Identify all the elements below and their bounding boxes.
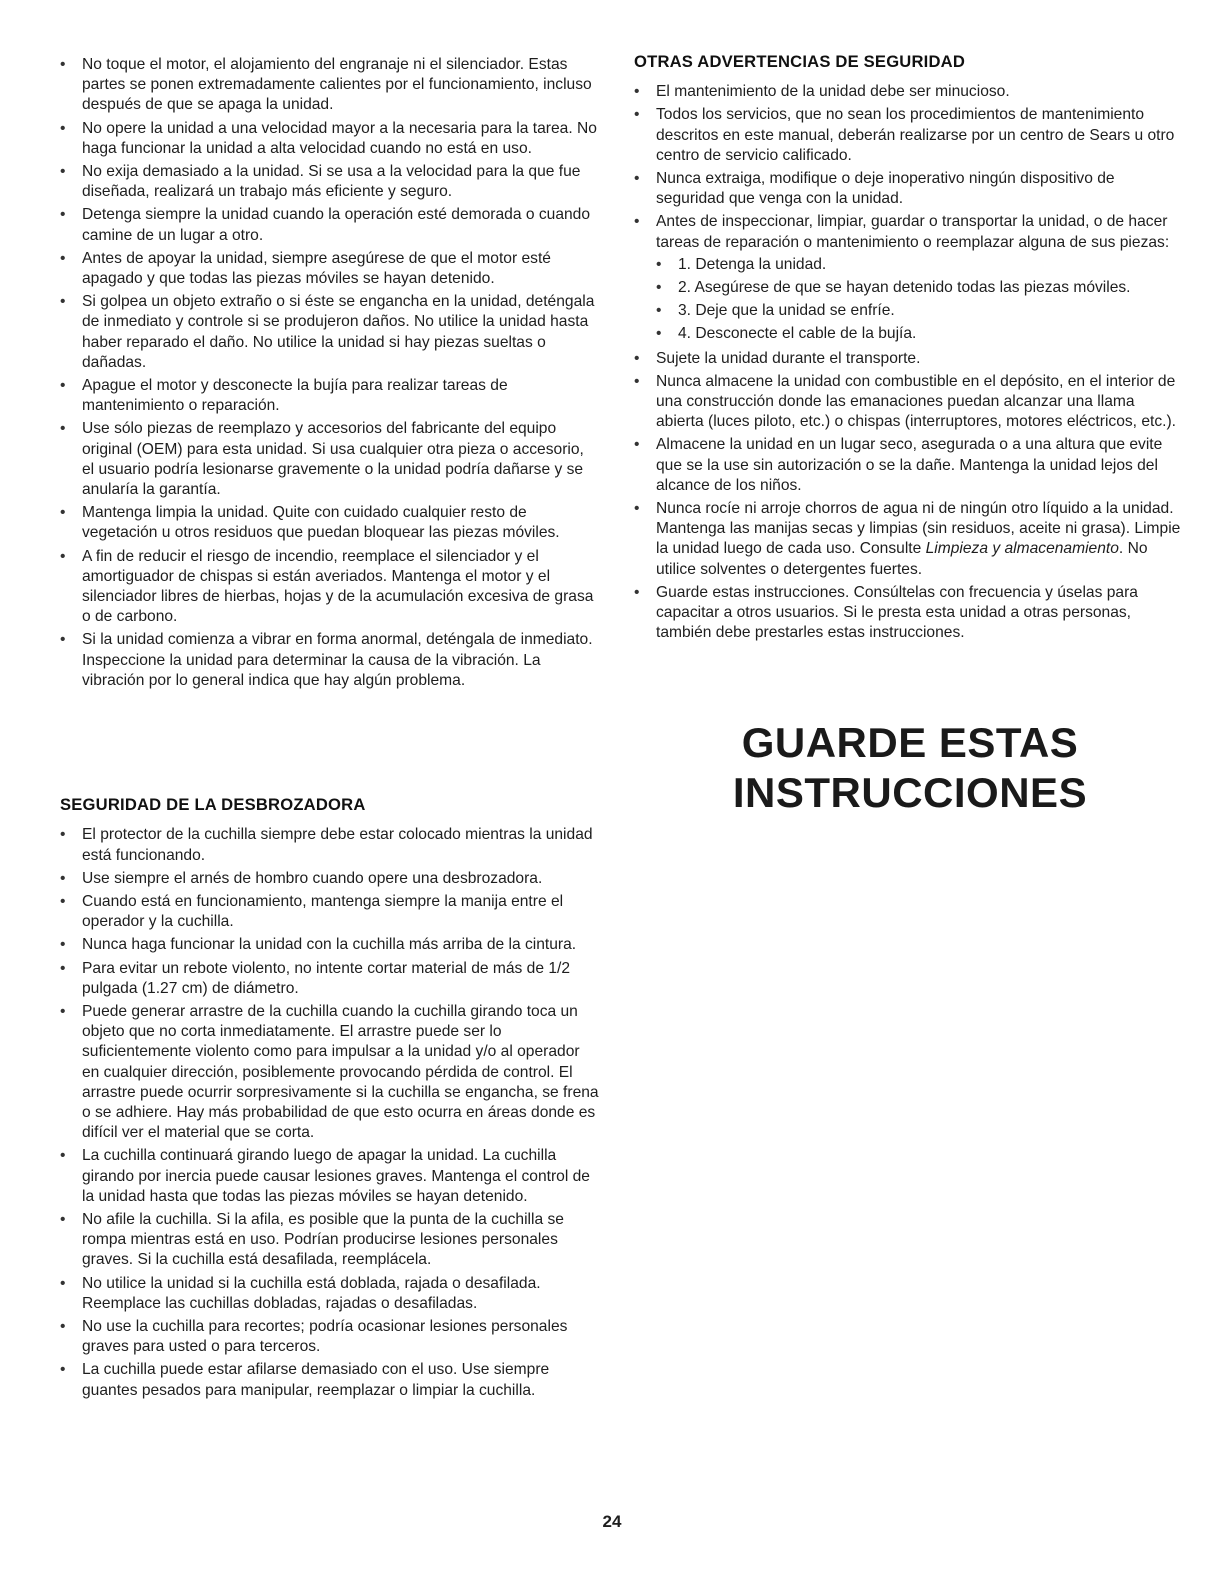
step-item: • 3. Deje que la unidad se enfríe. [656,301,1186,321]
page-number: 24 [602,1512,622,1531]
list-item: • No use la cuchilla para recortes; podría ocasionar lesiones personales graves para usted o para terceros. [60,1317,600,1357]
list-item: • Si golpea un objeto extraño o si éste se engancha en la unidad, deténgala de inmediato y controle si se produjeron daños. No utilice la unidad hasta haber reparado el daño. No utilice la unidad si hay piezas sueltas o dañadas. [60,292,600,373]
cross-reference: Limpieza y almacenamiento [925,540,1119,558]
list-item: • Nunca extraiga, modifique o deje inoperativo ningún dispositivo de seguridad que venga con la unidad. [634,169,1186,209]
save-instructions-title [634,718,1186,818]
blade-safety-section [60,795,600,1401]
step-item: • 2. Asegúrese de que se hayan detenido todas las piezas móviles. [656,278,1186,298]
right-column [634,52,1186,646]
other-warnings-list [634,82,1186,643]
water-text-after: . No utilice solventes o detergentes fuertes. [656,540,1148,578]
list-item: • No toque el motor, el alojamiento del engranaje ni el silenciador. Estas partes se ponen extremadamente calientes por el funcionamiento, incluso después de que se apaga la unidad. [60,55,600,116]
list-item: • Todos los servicios, que no sean los procedimientos de mantenimiento descritos en este manual, deberán realizarse por un centro de Sears u otro centro de servicio calificado. [634,105,1186,166]
steps-list [656,255,1186,345]
list-item: • Nunca almacene la unidad con combustible en el depósito, en el interior de una construcción donde las emanaciones puedan alcanzar una llama abierta (luces piloto, etc.) o chispas (interruptores, motores eléctricos, etc.). [634,372,1186,433]
list-item-text: Antes de inspeccionar, limpiar, guardar o transportar la unidad, o de hacer tareas de reparación o mantenimiento o reemplazar alguna de sus piezas: [656,213,1170,251]
list-item [634,499,1186,580]
list-item: • No utilice la unidad si la cuchilla está doblada, rajada o desafilada. Reemplace las cuchillas dobladas, rajadas o desafiladas. [60,1274,600,1314]
general-warnings-list [60,55,600,691]
list-item: • Use siempre el arnés de hombro cuando opere una desbrozadora. [60,869,600,889]
title-line-2: INSTRUCCIONES [732,769,1088,816]
title-line-1: GUARDE ESTAS [741,719,1079,766]
list-item: • Si la unidad comienza a vibrar en forma anormal, deténgala de inmediato. Inspeccione la unidad para determinar la causa de la vibración. La vibración por lo general indica que hay algún problema. [60,630,600,691]
list-item: • Puede generar arrastre de la cuchilla cuando la cuchilla girando toca un objeto que no corta inmediatamente. El arrastre puede ser lo suficientemente violento como para impulsar a la unidad y/o al operador en cualquier dirección, posiblemente provocando pérdida de control. El arrastre puede ocurrir sorpresivamente si la cuchilla se engancha, se frena o se adhiere. Hay más probabilidad de que esto ocurra en áreas donde es difícil ver el material que se corta. [60,1002,600,1143]
list-item: • Guarde estas instrucciones. Consúltelas con frecuencia y úselas para capacitar a otros usuarios. Si le presta esta unidad a otras personas, también debe prestarles estas instrucciones. [634,583,1186,644]
list-item: • La cuchilla continuará girando luego de apagar la unidad. La cuchilla girando por inercia puede causar lesiones graves. Mantenga el control de la unidad hasta que todas las piezas móviles se hayan detenido. [60,1146,600,1207]
list-item: • Para evitar un rebote violento, no intente cortar material de más de 1/2 pulgada (1.27 cm) de diámetro. [60,959,600,999]
list-item: • La cuchilla puede estar afilarse demasiado con el uso. Use siempre guantes pesados para manipular, reemplazar o limpiar la cuchilla. [60,1360,600,1400]
list-item: • Sujete la unidad durante el transporte. [634,349,1186,369]
list-item: • Mantenga limpia la unidad. Quite con cuidado cualquier resto de vegetación u otros residuos que puedan bloquear las piezas móviles. [60,503,600,543]
left-column [60,55,600,1404]
step-item: • 4. Desconecte el cable de la bujía. [656,324,1186,344]
list-item: • No exija demasiado a la unidad. Si se usa a la velocidad para la que fue diseñada, realizará un trabajo más eficiente y seguro. [60,162,600,202]
water-text-before: Nunca rocíe ni arroje chorros de agua ni de ningún otro líquido a la unidad. Mantenga las manijas secas y limpias (sin residuos, aceite ni grasa). Limpie la unidad luego de cada uso. Consulte [656,500,1181,558]
list-item: • A fin de reducir el riesgo de incendio, reemplace el silenciador y el amortiguador de chispas si están averiados. Mantenga el motor y el silenciador libres de hierbas, hojas y de la acumulación excesiva de grasa o de carbono. [60,547,600,628]
list-item: • Use sólo piezas de reemplazo y accesorios del fabricante del equipo original (OEM) para esta unidad. Si usa cualquier otra pieza o accesorio, el usuario podría lesionarse gravemente o la unidad podría dañarse y se anularía la garantía. [60,419,600,500]
list-item: • El protector de la cuchilla siempre debe estar colocado mientras la unidad está funcionando. [60,825,600,865]
list-item: • Apague el motor y desconecte la bujía para realizar tareas de mantenimiento o reparación. [60,376,600,416]
blade-safety-heading: SEGURIDAD DE LA DESBROZADORA [60,795,366,815]
list-item: • Cuando está en funcionamiento, mantenga siempre la manija entre el operador y la cuchilla. [60,892,600,932]
other-warnings-heading: OTRAS ADVERTENCIAS DE SEGURIDAD [634,52,966,71]
list-item: • El mantenimiento de la unidad debe ser minucioso. [634,82,1186,102]
list-item: • Antes de apoyar la unidad, siempre asegúrese de que el motor esté apagado y que todas las piezas móviles se hayan detenido. [60,249,600,289]
list-item: • No afile la cuchilla. Si la afila, es posible que la punta de la cuchilla se rompa mientras está en uso. Podrían producirse lesiones personales graves. Si la cuchilla está desafilada, reemplácela. [60,1210,600,1271]
blade-safety-list [60,825,600,1400]
list-item-with-steps [634,212,1186,344]
list-item: • Detenga siempre la unidad cuando la operación esté demorada o cuando camine de un lugar a otro. [60,205,600,245]
list-item: • Nunca haga funcionar la unidad con la cuchilla más arriba de la cintura. [60,935,600,955]
list-item: • Almacene la unidad en un lugar seco, asegurada o a una altura que evite que se la use sin autorización o se la dañe. Mantenga la unidad lejos del alcance de los niños. [634,435,1186,496]
list-item: • No opere la unidad a una velocidad mayor a la necesaria para la tarea. No haga funcionar la unidad a alta velocidad cuando no está en uso. [60,119,600,159]
step-item: • 1. Detenga la unidad. [656,255,1186,275]
